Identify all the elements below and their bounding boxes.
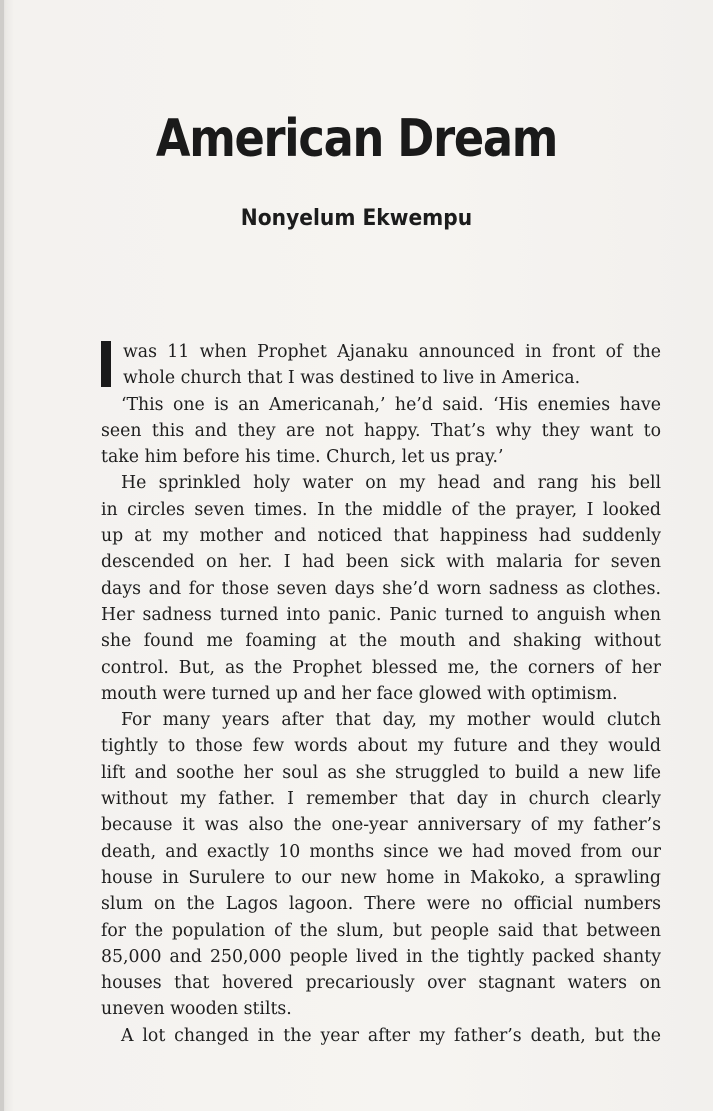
text-line: ‘This one is an Americanah,’ he’d said. ‘His enemies have bbox=[121, 394, 661, 415]
text-line: A lot changed in the year after my father’s death, but the bbox=[121, 1025, 661, 1046]
text-line: seen this and they are not happy. That’s why they want to bbox=[101, 420, 661, 441]
text-line: take him before his time. Church, let us pray.’ bbox=[101, 447, 504, 468]
text-line: house in Surulere to our new home in Makoko, a sprawling bbox=[101, 867, 661, 888]
text-line: 85,000 and 250,000 people lived in the tightly packed shanty bbox=[101, 946, 661, 967]
text-line: whole church that I was destined to live in America. bbox=[123, 368, 581, 389]
text-line: for the population of the slum, but people said that between bbox=[101, 920, 661, 941]
text-line: days and for those seven days she’d worn sadness as clothes. bbox=[101, 578, 661, 599]
text-line: in circles seven times. In the middle of the prayer, I looked bbox=[101, 499, 661, 520]
body-text bbox=[101, 339, 661, 1049]
author-name: Nonyelum Ekwempu bbox=[240, 206, 473, 231]
text-line: Her sadness turned into panic. Panic turned to anguish when bbox=[101, 604, 661, 625]
text-line: houses that hovered precariously over stagnant waters on bbox=[101, 973, 661, 994]
drop-cap bbox=[101, 341, 111, 387]
text-line: death, and exactly 10 months since we had moved from our bbox=[101, 841, 661, 862]
text-line: was 11 when Prophet Ajanaku announced in front of the bbox=[123, 342, 661, 362]
text-line: slum on the Lagos lagoon. There were no official numbers bbox=[101, 894, 661, 915]
text-line: control. But, as the Prophet blessed me, the corners of her bbox=[101, 657, 661, 678]
text-line: uneven wooden stilts. bbox=[101, 999, 292, 1020]
page-spine-shadow bbox=[0, 0, 4, 1111]
text-line: without my father. I remember that day in church clearly bbox=[101, 789, 661, 810]
text-line: descended on her. I had been sick with malaria for seven bbox=[101, 552, 661, 573]
text-line: tightly to those few words about my future and they would bbox=[101, 736, 661, 757]
text-line: He sprinkled holy water on my head and rang his bell bbox=[121, 473, 661, 494]
text-line: mouth were turned up and her face glowed with optimism. bbox=[101, 683, 618, 704]
text-line: For many years after that day, my mother would clutch bbox=[121, 710, 661, 731]
text-line: she found me foaming at the mouth and shaking without bbox=[101, 631, 661, 652]
text-line: because it was also the one-year anniversary of my father’s bbox=[101, 815, 661, 836]
chapter-title: American Dream bbox=[155, 109, 558, 169]
text-line: lift and soothe her soul as she struggled to build a new life bbox=[101, 762, 661, 783]
text-line: up at my mother and noticed that happiness had suddenly bbox=[101, 526, 661, 547]
